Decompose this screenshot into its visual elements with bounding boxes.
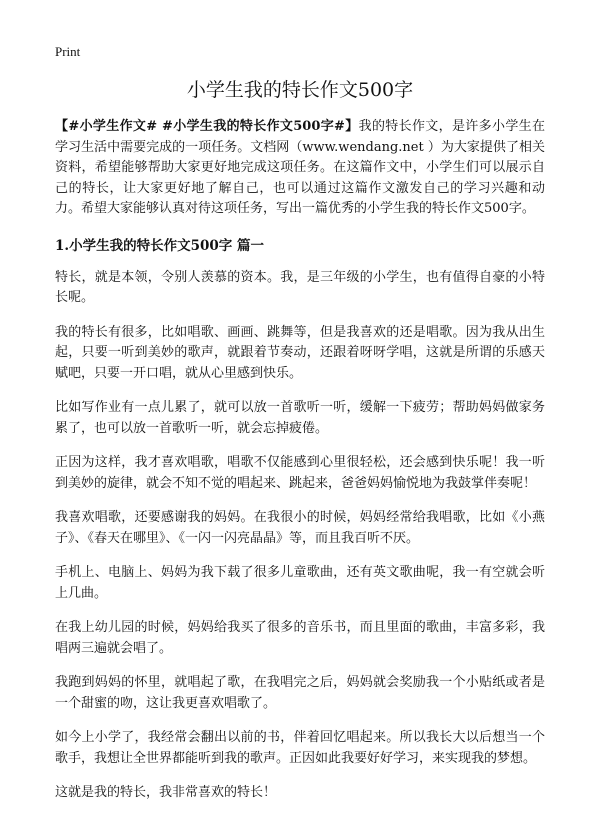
paragraph-7: 在我上幼儿园的时候，妈妈给我买了很多的音乐书，而且里面的歌曲，丰富多彩，我唱两三遍就会唱了。 [55,620,545,656]
paragraph-1: 特长，就是本领，令别人羡慕的资本。我，是三年级的小学生，也有值得自豪的小特长呢。 [55,269,545,305]
section-heading: 1.小学生我的特长作文500字 篇一 [55,237,264,254]
paragraph-6: 手机上、电脑上、妈妈为我下载了很多儿童歌曲，还有英文歌曲呢，我一有空就会听上几曲。 [55,565,545,601]
paragraph-5: 我喜欢唱歌，还要感谢我的妈妈。在我很小的时候，妈妈经常给我唱歌，比如《小燕子》、《春天在哪里》、《一闪一闪亮晶晶》等，而且我百听不厌。 [55,510,545,546]
intro-tags: 【#小学生作文# #小学生我的特长作文500字#】 [55,119,359,134]
paragraph-3: 比如写作业有一点儿累了，就可以放一首歌听一听，缓解一下疲劳；帮助妈妈做家务累了，也可以放一首歌听一听，就会忘掉疲倦。 [55,400,545,436]
paragraph-4: 正因为这样，我才喜欢唱歌，唱歌不仅能感到心里很轻松，还会感到快乐呢！我一听到美妙的旋律，就会不知不觉的唱起来、跳起来，爸爸妈妈愉悦地为我鼓掌伴奏呢！ [55,455,545,491]
paragraph-2: 我的特长有很多，比如唱歌、画画、跳舞等，但是我喜欢的还是唱歌。因为我从出生起，只要一听到美妙的歌声，就跟着节奏动，还跟着呀呀学唱，这就是所谓的乐感天赋吧，只要一开口唱，就从心里感到快乐。 [55,324,545,381]
page-title: 小学生我的特长作文500字 [186,79,414,101]
intro-text: 我的特长作文，是许多小学生在学习生活中需要完成的一项任务。文档网（www.wendang.net ）为大家提供了相关资料，希望能够帮助大家更好地完成这项任务。在这篇作文中，小学生们可以展示自己的特长，让大家更好地了解自己，也可以通过这篇作文激发自己的学习兴趣和动力。希望大家能够认真对待这项任务，写出一篇优秀的小学生我的特长作文500字。 [55,119,545,216]
intro-paragraph [55,117,545,220]
paragraph-9: 如今上小学了，我经常会翻出以前的书，伴着回忆唱起来。所以我长大以后想当一个歌手，我想让全世界都能听到我的歌声。正因如此我要好好学习，来实现我的梦想。 [55,730,545,766]
print-label: Print [55,44,81,59]
paragraph-8: 我跑到妈妈的怀里，就唱起了歌，在我唱完之后，妈妈就会奖励我一个小贴纸或者是一个甜蜜的吻，这让我更喜欢唱歌了。 [55,675,545,711]
paragraph-10: 这就是我的特长，我非常喜欢的特长！ [55,785,277,800]
